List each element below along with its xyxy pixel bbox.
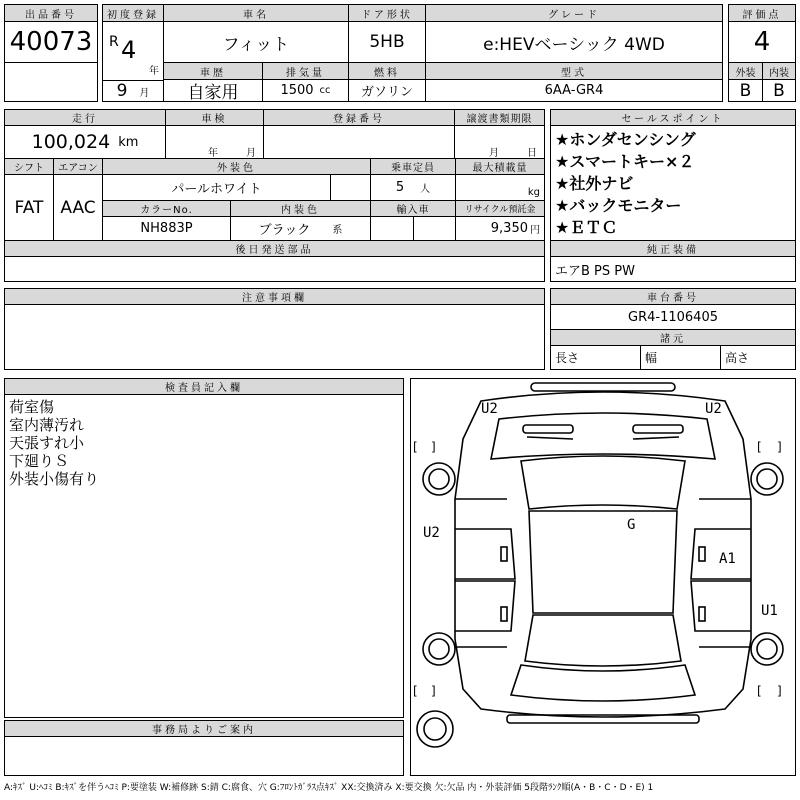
svg-text:[: [	[757, 440, 762, 454]
notes-box	[4, 304, 545, 370]
mileage-unit: km	[118, 134, 139, 150]
notes-header: 注意事項欄	[4, 288, 545, 305]
lot-no-header: 出品番号	[4, 4, 98, 22]
car-outline-drawing	[411, 379, 795, 775]
inspector-note: 下廻りＳ	[9, 452, 70, 470]
car-name-value: フィット	[163, 21, 349, 63]
interior-grade: B	[762, 79, 796, 102]
doc-month-unit: 月	[489, 148, 499, 159]
inspector-note: 荷室傷	[9, 398, 55, 416]
max-load-header: 最大積載量	[455, 158, 545, 175]
year-unit: 年	[149, 66, 159, 77]
import-header: 輸入車	[370, 200, 456, 217]
svg-text:]: ]	[777, 440, 782, 454]
inspector-header: 検査員記入欄	[4, 378, 404, 395]
import-cell-2	[413, 216, 456, 241]
fuel-value: ガソリン	[348, 79, 426, 102]
reg-month: 9	[116, 81, 128, 101]
capacity-header: 乗車定員	[370, 158, 456, 175]
damage-mark-u2-front-left: U2	[481, 401, 498, 417]
selling-point-item: ★社外ナビ	[555, 174, 634, 193]
length-label: 長さ	[550, 345, 641, 370]
inspection-header: 車検	[165, 109, 264, 126]
ext-color-value: パールホワイト	[102, 174, 331, 201]
inspector-note: 天張すれ小	[9, 434, 85, 452]
selling-point-item: ★ホンダセンシング	[555, 130, 696, 149]
svg-text:]: ]	[431, 684, 436, 698]
exterior-grade: B	[728, 79, 763, 102]
cc-unit: cc	[319, 85, 331, 96]
doc-day-unit: 日	[527, 148, 537, 159]
mileage-value: 100,024	[31, 131, 111, 153]
mileage-header: 走行	[4, 109, 166, 126]
aircon-header: エアコン	[53, 158, 103, 175]
score-header: 評価点	[728, 4, 796, 22]
insp-month-unit: 月	[246, 148, 256, 159]
color-no-header: カラーNo.	[102, 200, 231, 217]
damage-mark-a1-right: A1	[719, 551, 736, 567]
width-label: 幅	[640, 345, 721, 370]
dimensions-header: 諸元	[550, 329, 796, 346]
lot-no-value: 40073	[4, 21, 98, 63]
inspection-cell	[165, 125, 264, 159]
mileage-cell	[4, 125, 166, 159]
displacement-header: 排気量	[262, 62, 349, 80]
displacement-cell	[262, 79, 349, 102]
svg-text:[: [	[413, 684, 418, 698]
fuel-header: 燃料	[348, 62, 426, 80]
door-value: 5HB	[348, 21, 426, 63]
damage-mark-g-roof: G	[627, 517, 636, 533]
grade-header: グレード	[425, 4, 723, 22]
capacity-value: 5	[395, 180, 405, 195]
exterior-header: 外装	[728, 62, 763, 80]
later-parts-header: 後日発送部品	[4, 240, 545, 257]
interior-header: 内装	[762, 62, 796, 80]
selling-point-item: ★ＥＴＣ	[555, 218, 618, 237]
damage-mark-u2-left-side: U2	[423, 525, 440, 541]
reg-no-value	[263, 125, 455, 159]
car-condition-diagram	[410, 378, 796, 776]
selling-points-header: セールスポイント	[550, 109, 796, 126]
grade-value: e:HEVベーシック 4WD	[425, 21, 723, 63]
later-parts-value	[4, 256, 545, 282]
int-color-unit: 系	[332, 225, 343, 236]
chassis-value: GR4-1106405	[550, 304, 796, 330]
displacement-value: 1500	[280, 83, 314, 98]
int-color-value: ブラック	[258, 223, 311, 238]
score-value: 4	[728, 21, 796, 63]
damage-mark-u2-front-right: U2	[705, 401, 722, 417]
shift-header: シフト	[4, 158, 54, 175]
first-reg-header: 初度登録	[102, 4, 164, 22]
reg-no-header: 登録番号	[263, 109, 455, 126]
month-unit: 月	[139, 87, 150, 99]
ext-color-extra	[330, 174, 371, 201]
era: R	[109, 34, 119, 50]
damage-mark-u1-right: U1	[761, 603, 778, 619]
history-value: 自家用	[163, 79, 263, 102]
capacity-cell	[370, 174, 456, 201]
int-color-cell	[230, 216, 371, 241]
shift-value: FAT	[4, 174, 54, 241]
color-no-value: NH883P	[102, 216, 231, 241]
office-box	[4, 736, 404, 776]
recycle-value: 9,350	[490, 221, 528, 236]
std-equipment-header: 純正装備	[550, 240, 796, 257]
inspector-note: 外装小傷有り	[9, 470, 100, 488]
model-code-value: 6AA-GR4	[425, 79, 723, 102]
recycle-header: リサイクル預託金	[455, 200, 545, 217]
aircon-value: AAC	[53, 174, 103, 241]
selling-points-box	[550, 125, 796, 241]
ext-color-header: 外装色	[102, 158, 371, 175]
max-load-cell	[455, 174, 545, 201]
recycle-unit: 円	[530, 225, 540, 236]
first-reg-year-cell	[102, 21, 164, 81]
load-unit: kg	[527, 187, 540, 198]
transfer-docs-cell	[454, 125, 545, 159]
selling-point-item: ★スマートキー×２	[555, 152, 695, 171]
svg-text:]: ]	[431, 440, 436, 454]
svg-text:[: [	[413, 440, 418, 454]
recycle-cell	[455, 216, 545, 241]
svg-text:[: [	[757, 684, 762, 698]
int-color-header: 内装色	[230, 200, 371, 217]
legend-text: A:ｷｽﾞ U:ﾍｺﾐ B:ｷｽﾞを伴うﾍｺﾐ P:要塗装 W:補修跡 S:錆 C:腐食、穴 G:ﾌﾛﾝﾄｶﾞﾗｽ点ｷｽﾞ XX:交換済み X:要交換 欠:欠品 内・外装評価 5段階ﾗﾝｸ順(A・B・C・D・E) 1	[4, 783, 654, 793]
door-header: ドア形状	[348, 4, 426, 22]
transfer-docs-header: 譲渡書類期限	[454, 109, 545, 126]
selling-point-item: ★バックモニター	[555, 196, 682, 215]
insp-year-unit: 年	[208, 148, 218, 159]
std-equipment-value: エアB PS PW	[550, 256, 796, 282]
import-cell-1	[370, 216, 414, 241]
model-code-header: 型式	[425, 62, 723, 80]
inspector-note: 室内薄汚れ	[9, 416, 85, 434]
office-header: 事務局よりご案内	[4, 720, 404, 737]
svg-text:]: ]	[777, 684, 782, 698]
first-reg-month-cell	[102, 80, 164, 102]
reg-year: 4	[121, 36, 137, 64]
history-header: 車歴	[163, 62, 263, 80]
inspector-notes-box	[4, 394, 404, 718]
capacity-unit: 人	[420, 184, 431, 195]
car-name-header: 車名	[163, 4, 349, 22]
chassis-header: 車台番号	[550, 288, 796, 305]
height-label: 高さ	[720, 345, 796, 370]
lot-no-blank	[4, 62, 98, 102]
